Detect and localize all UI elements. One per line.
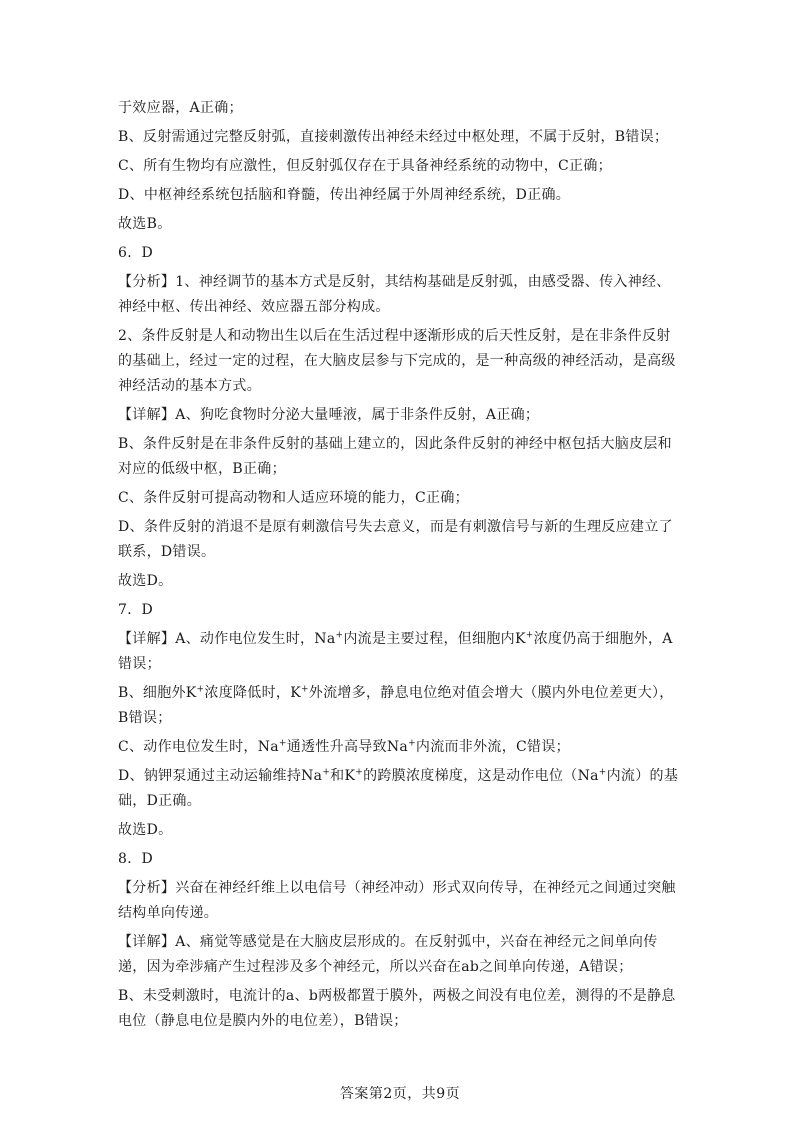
text-run: 通透性升高导致Na (286, 739, 409, 755)
paragraph: 【详解】A、痛觉等感觉是在大脑皮层形成的。在反射弧中，兴奋在神经元之间单向传递，因为牵涉痛产生过程涉及多个神经元，所以兴奋在ab之间单向传递，A错误； (118, 934, 658, 975)
paragraph (118, 681, 682, 731)
text-run: 的跨膜浓度梯度，这是动作电位（Na (363, 768, 599, 784)
text-run: 浓度仍高于细胞外，A错误； (118, 631, 673, 672)
superscript: + (335, 630, 344, 641)
superscript: + (598, 767, 607, 778)
superscript: + (196, 684, 205, 695)
paragraph: C、条件反射可提高动物和人适应环境的能力，C正确； (118, 490, 469, 506)
paragraph: 【分析】兴奋在神经纤维上以电信号（神经冲动）形式双向传导，在神经元之间通过突触结构单向传递。 (118, 880, 676, 921)
paragraph: 6．D (118, 245, 154, 261)
paragraph: D、中枢神经系统包括脑和脊髓，传出神经属于外周神经系统，D正确。 (118, 187, 571, 203)
text-run: 外流增多，静息电位绝对值会增大（膜内外电位差更大），B错误； (118, 685, 674, 726)
superscript: + (322, 767, 331, 778)
paragraph: 7．D (118, 602, 154, 618)
paragraph (118, 735, 682, 760)
paragraph: 【分析】1、神经调节的基本方式是反射，其结构基础是反射弧，由感受器、传入神经、神经中枢、传出神经、效应器五部分构成。 (118, 274, 671, 315)
superscript: + (525, 630, 534, 641)
paragraph: B、反射需通过完整反射弧，直接刺激传出神经未经过中枢处理，不属于反射，B错误； (118, 129, 669, 145)
text-run: 浓度降低时，K (204, 685, 301, 701)
superscript: + (300, 684, 309, 695)
page-footer: 答案第2页，共9页 (339, 1086, 461, 1102)
paragraph: 2、条件反射是人和动物出生以后在生活过程中逐渐形成的后天性反射，是在非条件反射的基础上，经过一定的过程，在大脑皮层参与下完成的，是一种高级的神经活动，是高级神经活动的基本方式。 (118, 328, 676, 394)
superscript: + (408, 738, 416, 749)
paragraph (118, 764, 682, 814)
paragraph (118, 627, 682, 677)
paragraph: 【详解】A、狗吃食物时分泌大量唾液，属于非条件反射，A正确； (118, 407, 540, 423)
answer-text (118, 96, 682, 1038)
superscript: + (355, 767, 364, 778)
paragraph: 故选D。 (118, 822, 173, 838)
paragraph: 于效应器，A正确； (118, 100, 243, 116)
paragraph: 故选D。 (118, 573, 173, 589)
paragraph: B、未受刺激时，电流计的a、b两极都置于膜外，两极之间没有电位差，测得的不是静息电位（静息电位是膜内外的电位差），B错误； (118, 988, 676, 1029)
paragraph: 8．D (118, 851, 154, 867)
paragraph: D、条件反射的消退不是原有刺激信号失去意义，而是有刺激信号与新的生理反应建立了联系，D错误。 (118, 519, 673, 560)
text-run: 【详解】A、动作电位发生时，Na (118, 631, 336, 647)
superscript: + (278, 738, 287, 749)
text-run: D、钠钾泵通过主动运输维持Na (118, 768, 323, 784)
text-run: 内流）的基础，D正确。 (118, 768, 679, 809)
text-run: C、动作电位发生时，Na (118, 739, 279, 755)
text-run: B、细胞外K (118, 685, 197, 701)
paragraph: B、条件反射是在非条件反射的基础上建立的，因此条件反射的神经中枢包括大脑皮层和对应的低级中枢，B正确； (118, 436, 672, 477)
text-run: 内流而非外流，C错误； (415, 739, 570, 755)
paragraph: 故选B。 (118, 216, 172, 232)
paragraph: C、所有生物均有应激性，但反射弧仅存在于具备神经系统的动物中，C正确； (118, 158, 612, 174)
text-run: 和K (330, 768, 356, 784)
text-run: 内流是主要过程，但细胞内K (343, 631, 526, 647)
